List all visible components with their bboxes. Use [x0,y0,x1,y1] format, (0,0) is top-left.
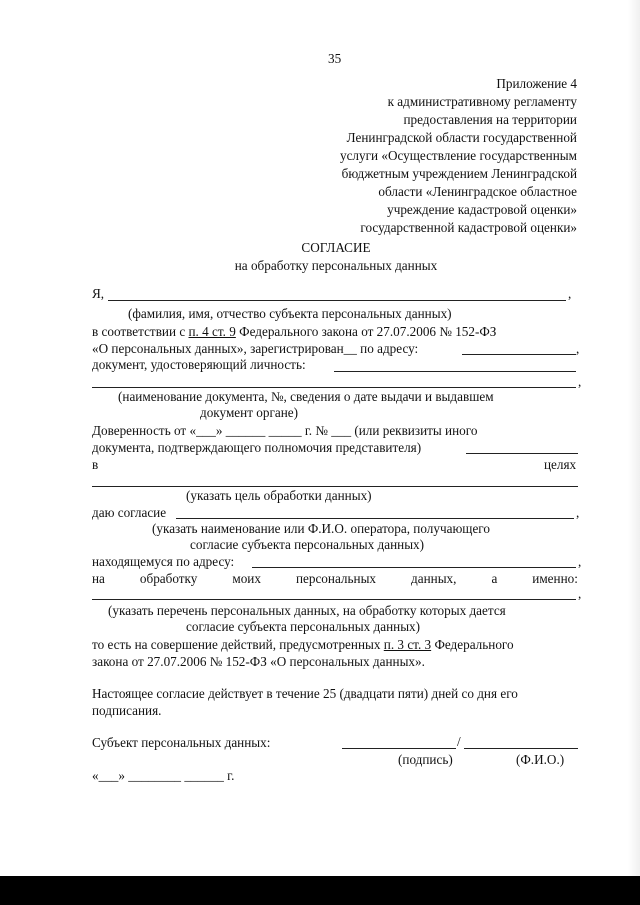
appendix-line: к административному регламенту [387,94,577,109]
purpose-input-line[interactable] [92,486,578,487]
validity-text: Настоящее согласие действует в течение 25 (двадцати пяти) дней со дня его [92,686,518,701]
operator-caption: (указать наименование или Ф.И.О. оператора, получающего [152,521,490,536]
appendix-line: области «Ленинградское областное [378,184,577,199]
subject-label: Субъект персональных данных: [92,735,271,750]
fio-short-caption: (Ф.И.О.) [516,752,565,767]
appendix-line: учреждение кадастровой оценки» [387,202,577,217]
date-line[interactable]: «___» ________ ______ г. [92,768,235,783]
page-number: 35 [328,51,342,66]
law-name-address-label: «О персональных данных», зарегистрирован__ по адресу: [92,341,419,356]
slash: / [457,734,461,749]
actions-text: Федерального [431,637,514,652]
appendix-line: государственной кадастровой оценки» [360,220,577,235]
comma: , [576,505,580,520]
signature-caption: (подпись) [398,752,453,767]
appendix-line: услуги «Осуществление государственным [339,148,577,163]
identity-doc-input-line-2[interactable] [92,387,576,388]
processing-word: именно: [532,571,578,586]
power-of-attorney-line: Доверенность от «___» ______ _____ г. № ___ (или реквизиты иного [92,423,478,438]
operator-input-line[interactable] [176,518,574,519]
tselyakh-label: целях [544,457,577,472]
data-list-caption: согласие субъекта персональных данных) [186,619,421,634]
data-list-input-line[interactable] [92,599,576,600]
identity-doc-input-line[interactable] [334,371,576,372]
scan-edge [628,0,640,905]
actions-line [92,637,514,653]
law-reference-link[interactable]: п. 4 ст. 9 [188,324,236,339]
v-label: в [92,457,99,472]
consent-label: даю согласие [92,505,167,520]
scan-border [0,876,640,905]
processing-word: обработку [139,571,198,586]
processing-word: персональных [295,571,377,586]
fio-short-input-line[interactable] [464,748,578,749]
processing-line [92,571,578,587]
comma: , [568,286,572,301]
validity-text: подписания. [92,703,162,718]
processing-word: а [491,571,498,586]
actions-line: закона от 27.07.2006 № 152-ФЗ «О персональных данных». [92,654,425,669]
comma: , [576,341,580,356]
address-input-line[interactable] [462,354,576,355]
appendix-line: Ленинградской области государственной [346,130,577,145]
purpose-caption: (указать цель обработки данных) [186,488,372,503]
operator-address-input-line[interactable] [252,567,576,568]
processing-word: данных, [411,571,457,586]
address-label: находящемуся по адресу: [92,554,235,569]
comma: , [578,374,582,389]
operator-caption: согласие субъекта персональных данных) [190,537,425,552]
fio-input-line[interactable] [108,300,566,301]
identity-doc-caption: документ органе) [200,405,299,420]
accordance-line [92,324,496,340]
identity-doc-caption: (наименование документа, №, сведения о дате выдачи и выдавшем [118,389,494,404]
poa-input-line[interactable] [466,453,578,454]
document-title: СОГЛАСИЕ [301,240,371,255]
document-subtitle: на обработку персональных данных [234,258,438,273]
processing-word: моих [232,571,261,586]
appendix-line: бюджетным учреждением Ленинградской [341,166,577,181]
accordance-text: Федерального закона от 27.07.2006 № 152-ФЗ [235,324,497,339]
power-of-attorney-line: документа, подтверждающего полномочия представителя) [92,440,422,455]
signature-input-line[interactable] [342,748,456,749]
actions-text: то есть на совершение действий, предусмотренных [92,637,384,652]
appendix-line: предоставления на территории [403,112,577,127]
accordance-text: в соответствии с [92,324,189,339]
data-list-caption: (указать перечень персональных данных, на обработку которых дается [108,603,506,618]
ya-label: Я, [92,286,105,301]
comma: , [578,554,582,569]
law-reference-link[interactable]: п. 3 ст. 3 [383,637,432,652]
appendix-line: Приложение 4 [496,76,577,91]
comma: , [578,586,582,601]
processing-word: на [92,571,105,586]
identity-doc-label: документ, удостоверяющий личность: [92,357,306,372]
fio-caption: (фамилия, имя, отчество субъекта персональных данных) [128,306,452,321]
